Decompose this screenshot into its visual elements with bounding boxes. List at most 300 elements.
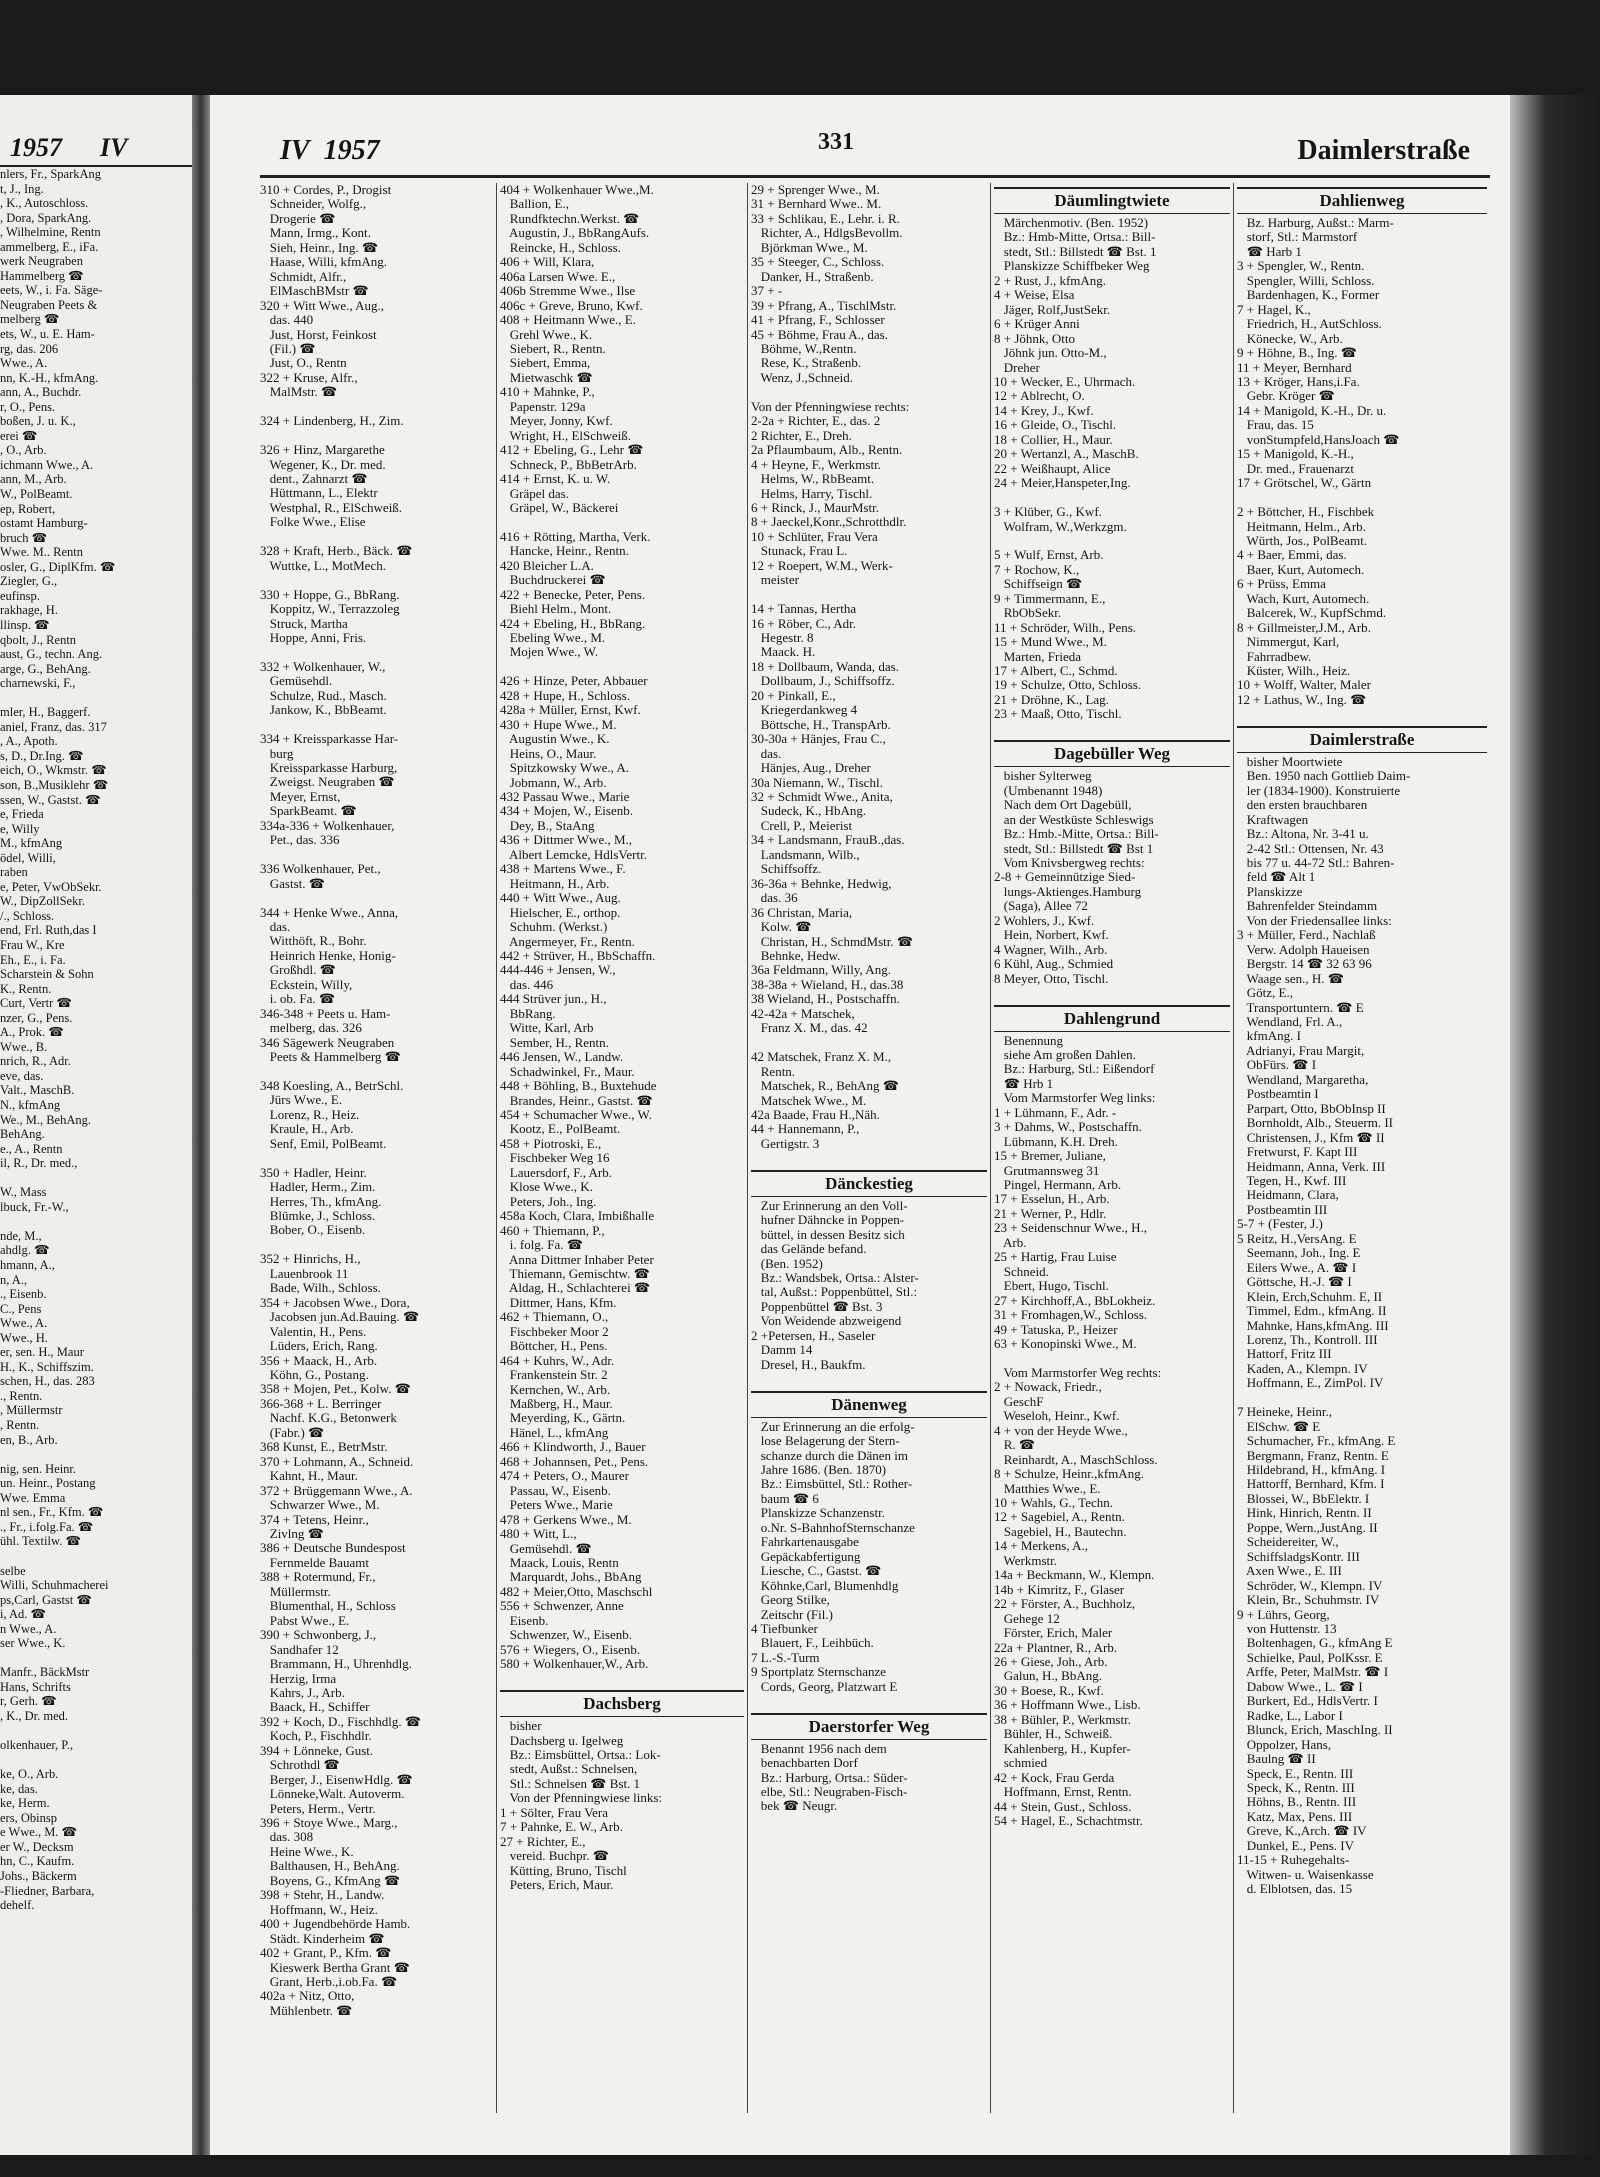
entry-line: 49 + Tatuska, P., Heizer xyxy=(994,1322,1118,1337)
entry-line: Planskizze Schiffbeker Weg xyxy=(994,259,1150,274)
entry-line: Bober, O., Eisenb. xyxy=(260,1223,366,1238)
entry-line: i. folg. Fa. ☎ xyxy=(500,1238,583,1253)
entry-line: 5 Reitz, H.,VersAng. E xyxy=(1237,1231,1357,1246)
entry-line: Nach dem Ort Dagebüll, xyxy=(994,798,1132,813)
left-entry-line: We., M., BehAng. xyxy=(0,1112,91,1127)
entry-line: dent., Zahnarzt ☎ xyxy=(260,472,368,487)
entry-line xyxy=(751,588,987,602)
entry-line: Witwen- u. Waisenkasse xyxy=(1237,1867,1374,1882)
entry-line xyxy=(751,1036,987,1050)
entry-line: Björkman Wwe., M. xyxy=(751,240,868,255)
entry-line: 466 + Klindworth, J., Bauer xyxy=(500,1440,646,1455)
entry-line: 6 Kühl, Aug., Schmied xyxy=(994,957,1114,972)
entry-line: Lauenbrook 11 xyxy=(260,1266,349,1281)
entry-line: Hoffmann, E., ZimPol. IV xyxy=(1237,1376,1384,1391)
entry-line: Gertigstr. 3 xyxy=(751,1136,820,1151)
entry-line: 322 + Kruse, Alfr., xyxy=(260,370,358,385)
entry-line: Heitmann, Helm., Arb. xyxy=(1237,519,1366,534)
page-header xyxy=(210,125,1510,169)
entry-line: Seemann, Joh., Ing. E xyxy=(1237,1246,1361,1261)
entry-line: 36-36a + Behnke, Hedwig, xyxy=(751,876,892,891)
entry-line: Bz.: Eimsbüttel, Stl.: Rother- xyxy=(751,1477,913,1492)
left-entry-line: nde, M., xyxy=(0,1228,42,1243)
entry-line: 426 + Hinze, Peter, Abbauer xyxy=(500,674,648,689)
left-entry-line: ser Wwe., K. xyxy=(0,1636,66,1651)
entry-line: Marten, Frieda xyxy=(994,649,1082,664)
entry-line: Anna Dittmer Inhaber Peter xyxy=(500,1252,654,1267)
entry-line: Dabow Wwe., L. ☎ I xyxy=(1237,1679,1363,1694)
right-page xyxy=(210,95,1510,2155)
entry-line: Herres, Th., kfmAng. xyxy=(260,1194,382,1209)
entry-line: Märchenmotiv. (Ben. 1952) xyxy=(994,216,1149,230)
left-entry-line: llinsp. ☎ xyxy=(0,617,50,632)
entry-line: 17 + Grötschel, W., Gärtn xyxy=(1237,476,1372,491)
entry-line: Jacobsen jun.Ad.Bauing. ☎ xyxy=(260,1310,420,1325)
entry-line: Timmel, Edm., kfmAng. II xyxy=(1237,1304,1387,1319)
left-header-roman: IV xyxy=(100,133,128,162)
entry-line: 460 + Thiemann, P., xyxy=(500,1223,605,1238)
entry-line: Axen Wwe., E. III xyxy=(1237,1564,1342,1579)
entry-line: Kraftwagen xyxy=(1237,812,1309,827)
entry-line: Jäger, Rolf,JustSekr. xyxy=(994,302,1111,317)
left-entry-line: Frau W., Kre xyxy=(0,937,65,952)
column-divider xyxy=(1233,183,1234,2113)
left-entry-line: nzer, G., Pens. xyxy=(0,1010,73,1025)
entry-line: Mühlenbetr. ☎ xyxy=(260,2003,353,2018)
entry-line: 25 + Hartig, Frau Luise xyxy=(994,1250,1117,1265)
left-entry-line: ., Rentn. xyxy=(0,1388,43,1403)
entry-line: 7 Heineke, Heinr., xyxy=(1237,1405,1332,1420)
entry-line: benachbarten Dorf xyxy=(751,1756,858,1771)
entry-line: Wegener, K., Dr. med. xyxy=(260,457,386,472)
entry-line: Matschek Wwe., M. xyxy=(751,1093,867,1108)
entry-line: Böttsche, H., TranspArb. xyxy=(751,717,891,732)
left-entry-line: en, B., Arb. xyxy=(0,1432,58,1447)
entry-line: Peters, Erich, Maur. xyxy=(500,1878,614,1893)
entry-line: 358 + Mojen, Pet., Kolw. ☎ xyxy=(260,1382,411,1397)
entry-line: Helms, Harry, Tischl. xyxy=(751,486,873,501)
entry-line: Matthies Wwe., E. xyxy=(994,1481,1101,1496)
entry-line: Schneck, P., BbBetrArb. xyxy=(500,457,637,472)
entry-line: 10 + Wahls, G., Techn. xyxy=(994,1495,1113,1510)
entry-line: Lüders, Erich, Rang. xyxy=(260,1339,378,1354)
entry-line: 9 + Lührs, Georg, xyxy=(1237,1607,1330,1622)
entry-line: ler (1834-1900). Konstruierte xyxy=(1237,783,1401,798)
entry-line: das Gelände befand. xyxy=(751,1242,867,1257)
left-entry-line: end, Frl. Ruth,das I xyxy=(0,923,97,938)
entry-line: Koch, P., Fischhdlr. xyxy=(260,1729,372,1744)
entry-line: Dittmer, Hans, Kfm. xyxy=(500,1295,617,1310)
column-2 xyxy=(500,183,744,1893)
entry-line: 334a-336 + Wolkenhauer, xyxy=(260,818,395,833)
entry-line: den ersten brauchbaren xyxy=(1237,798,1368,813)
entry-line: 410 + Mahnke, P., xyxy=(500,385,595,400)
entry-line: BbRang. xyxy=(500,1006,556,1021)
entry-line: Blunck, Erich, MaschIng. II xyxy=(1237,1723,1393,1738)
entry-line: Förster, Erich, Maler xyxy=(994,1626,1113,1641)
left-entry-line: r, Gerh. ☎ xyxy=(0,1694,57,1709)
entry-line: 12 + Sagebiel, A., Rentn. xyxy=(994,1510,1125,1525)
entry-line: Rentn. xyxy=(751,1064,796,1079)
entry-line: 31 + Fromhagen,W., Schloss. xyxy=(994,1308,1148,1323)
left-entry-line: Eh., E., i. Fa. xyxy=(0,952,66,967)
entry-line: Zivlng ☎ xyxy=(260,1526,324,1541)
entry-line: Grant, Herb.,i.ob.Fa. ☎ xyxy=(260,1975,398,1990)
left-entry-line: e, Willy xyxy=(0,821,40,836)
entry-line: Schmidt, Alfr., xyxy=(260,269,347,284)
left-entry-line: Scharstein & Sohn xyxy=(0,967,94,982)
entry-line: Von der Pfenningwiese rechts: xyxy=(751,399,910,414)
entry-line: 33 + Schlikau, E., Lehr. i. R. xyxy=(751,211,900,226)
entry-line: Meyer, Jonny, Kwf. xyxy=(500,414,613,429)
left-page xyxy=(0,95,192,2155)
left-entry-line xyxy=(0,1447,192,1462)
entry-line: 14 + Manigold, K.-H., Dr. u. xyxy=(1237,403,1387,418)
left-entry-line: rakhage, H. xyxy=(0,603,58,618)
entry-line: Folke Wwe., Elise xyxy=(260,515,366,530)
entry-line: stedt, Stl.: Billstedt ☎ Bst 1 xyxy=(994,841,1154,856)
entry-line: Schwarzer Wwe., M. xyxy=(260,1498,380,1513)
entry-line xyxy=(751,1372,987,1386)
entry-line: 444 Strüver jun., H., xyxy=(500,992,607,1007)
entry-line: Weseloh, Heinr., Kwf. xyxy=(994,1409,1120,1424)
left-entry-line: ichmann Wwe., A. xyxy=(0,457,94,472)
left-entry-line: n, A., xyxy=(0,1272,28,1287)
entry-line: 406a Larsen Wwe. E., xyxy=(500,269,616,284)
left-entry-line: -Fliedner, Barbara, xyxy=(0,1883,95,1898)
entry-line: Mahnke, Hans,kfmAng. III xyxy=(1237,1318,1389,1333)
entry-line: Siebert, Emma, xyxy=(500,356,591,371)
entry-line: 400 + Jugendbehörde Hamb. xyxy=(260,1917,411,1932)
entry-line: Hattorf, Fritz III xyxy=(1237,1347,1332,1362)
entry-line: 12 + Lathus, W., Ing. ☎ xyxy=(1237,692,1367,707)
entry-line: 2-2a + Richter, E., das. 2 xyxy=(751,414,881,429)
left-entry-line: e., A., Rentn xyxy=(0,1141,63,1156)
entry-line xyxy=(994,722,1230,736)
left-entry-line: Wwe. Emma xyxy=(0,1490,66,1505)
entry-line: 13 + Kröger, Hans,i.Fa. xyxy=(1237,374,1360,389)
entry-line: Nimmergut, Karl, xyxy=(1237,635,1340,650)
entry-line: 454 + Schumacher Wwe., W. xyxy=(500,1107,652,1122)
entry-line: Frau, das. 15 xyxy=(1237,418,1314,433)
entry-line: (Saga), Allee 72 xyxy=(994,899,1088,914)
left-entry-line: osler, G., DiplKfm. ☎ xyxy=(0,559,116,574)
entry-line: 458 + Piotroski, E., xyxy=(500,1136,602,1151)
entry-line: Scheidereiter, W., xyxy=(1237,1535,1339,1550)
entry-line: 326 + Hinz, Margarethe xyxy=(260,443,385,458)
left-entry-line: ke, das. xyxy=(0,1781,38,1796)
entry-line: ElSchw. ☎ E xyxy=(1237,1419,1321,1434)
entry-line: 30 + Boese, R., Kwf. xyxy=(994,1683,1104,1698)
entry-line: Maßberg, H., Maur. xyxy=(500,1397,613,1412)
entry-line: Poppe, Wern.,JustAng. II xyxy=(1237,1520,1378,1535)
entry-line: Papenstr. 129a xyxy=(500,399,586,414)
entry-line: Pet., das. 336 xyxy=(260,833,340,848)
left-entry-line: , Müllermstr xyxy=(0,1403,63,1418)
left-entry-line: ühl. Textilw. ☎ xyxy=(0,1534,82,1549)
entry-line: Fahrkartenausgabe xyxy=(751,1535,859,1550)
entry-line: 41 + Pfrang, F., Schlosser xyxy=(751,313,885,328)
left-entry-line xyxy=(0,691,192,706)
left-entry-line: qbolt, J., Rentn xyxy=(0,632,77,647)
book-gutter xyxy=(192,95,210,2155)
entry-line: Waage sen., H. ☎ xyxy=(1237,971,1344,986)
entry-line: Sember, H., Rentn. xyxy=(500,1035,609,1050)
entry-line: ☎ Hrb 1 xyxy=(994,1076,1054,1091)
entry-line: Könecke, W., Arb. xyxy=(1237,331,1343,346)
entry-line xyxy=(260,400,492,414)
entry-line: 432 Passau Wwe., Marie xyxy=(500,790,630,804)
entry-line: 366-368 + L. Berringer xyxy=(260,1396,382,1411)
entry-line: Wach, Kurt, Automech. xyxy=(1237,591,1370,606)
entry-line: 9 + Timmermann, E., xyxy=(994,591,1106,606)
entry-line: Sudeck, K., HbAng. xyxy=(751,804,867,819)
entry-line: RbObSekr. xyxy=(994,606,1062,621)
entry-line: lose Belagerung der Stern- xyxy=(751,1434,900,1449)
entry-line: Böhme, W.,Rentn. xyxy=(751,341,857,356)
column-divider xyxy=(990,183,991,2113)
header-roman xyxy=(280,135,380,167)
entry-line: Stl.: Schnelsen ☎ Bst. 1 xyxy=(500,1776,641,1791)
entry-line: 7 + Pahnke, E. W., Arb. xyxy=(500,1820,623,1835)
entry-line: Grehl Wwe., K. xyxy=(500,327,593,342)
page-number: 331 xyxy=(818,129,854,155)
page-edge-shadow xyxy=(1510,95,1600,2155)
entry-line: Bornholdt, Alb., Steuerm. II xyxy=(1237,1116,1393,1131)
entry-line: Schielke, Paul, PolKssr. E xyxy=(1237,1650,1383,1665)
left-entry-line: son, B.,Musiklehr ☎ xyxy=(0,777,109,792)
entry-line: Gepäckabfertigung xyxy=(751,1549,861,1564)
entry-line: Haase, Willi, kfmAng. xyxy=(260,255,388,270)
entry-line: Kolw. ☎ xyxy=(751,920,812,935)
street-heading: Dahlienweg xyxy=(1237,187,1487,214)
entry-line: 388 + Rotermund, Fr., xyxy=(260,1570,376,1585)
left-entry-line: aust, G., techn. Ang. xyxy=(0,647,103,662)
entry-line: 394 + Lönneke, Gust. xyxy=(260,1743,374,1758)
entry-line: Fischbeker Moor 2 xyxy=(500,1324,609,1339)
left-entry-line: /., Schloss. xyxy=(0,908,55,923)
entry-line: Stunack, Frau L. xyxy=(751,544,848,559)
left-entry-line: ssen, W., Gastst. ☎ xyxy=(0,792,101,807)
left-entry-line: Wwe., A. xyxy=(0,1316,48,1331)
entry-line: elbe, Stl.: Neugraben-Fisch- xyxy=(751,1785,908,1800)
entry-line: 17 + Esselun, H., Arb. xyxy=(994,1192,1110,1207)
entry-line: Hadler, Herm., Zim. xyxy=(260,1180,376,1195)
entry-line: 442 + Strüver, H., BbSchaffn. xyxy=(500,948,656,963)
entry-line: Von der Pfenningwiese links: xyxy=(500,1791,663,1806)
entry-line: 576 + Wiegers, O., Eisenb. xyxy=(500,1642,641,1657)
entry-line: bis 77 u. 44-72 Stl.: Bahren- xyxy=(1237,856,1395,870)
entry-line: 422 + Benecke, Peter, Pens. xyxy=(500,587,646,602)
left-entry-line: Hans, Schrifts xyxy=(0,1679,71,1694)
entry-line: Eilers Wwe., A. ☎ I xyxy=(1237,1260,1357,1275)
left-entry-line: olkenhauer, P., xyxy=(0,1738,74,1753)
entry-line: Hildebrand, H., kfmAng. I xyxy=(1237,1463,1386,1478)
left-entry-line xyxy=(0,1724,192,1739)
column-3 xyxy=(751,183,987,1814)
entry-line: 2 Richter, E., Dreh. xyxy=(751,428,852,443)
left-entry-line: rg, das. 206 xyxy=(0,341,59,356)
left-entry-line: raben xyxy=(0,865,28,880)
entry-line: 6 + Prüss, Emma xyxy=(1237,577,1326,592)
entry-line: 416 + Rötting, Martha, Verk. xyxy=(500,529,651,544)
entry-line: Böttcher, H., Pens. xyxy=(500,1339,608,1354)
entry-line: Hoffmann, W., Heiz. xyxy=(260,1902,378,1917)
entry-line: Baulng ☎ II xyxy=(1237,1752,1316,1767)
entry-line: 14a + Beckmann, W., Klempn. xyxy=(994,1568,1155,1583)
entry-line: Georg Stilke, xyxy=(751,1593,830,1608)
entry-line: 14 + Merkens, A., xyxy=(994,1539,1088,1554)
entry-line: vereid. Buchpr. ☎ xyxy=(500,1849,609,1864)
entry-line: 18 + Dollbaum, Wanda, das. xyxy=(751,659,899,674)
entry-line: Valentin, H., Pens. xyxy=(260,1324,367,1339)
left-entry-line: Curt, Vertr ☎ xyxy=(0,996,72,1011)
entry-line: Postbeamtin III xyxy=(1237,1202,1328,1217)
entry-line: Speck, E., Rentn. III xyxy=(1237,1766,1354,1781)
entry-line: Kütting, Bruno, Tischl xyxy=(500,1863,627,1878)
entry-line: tal, Außst.: Poppenbüttel, Stl.: xyxy=(751,1285,918,1300)
left-entry-line: er W., Decksm xyxy=(0,1839,74,1854)
left-entry-line: hn, C., Kaufm. xyxy=(0,1854,75,1869)
entry-line: Heidmann, Anna, Verk. III xyxy=(1237,1159,1386,1174)
entry-line xyxy=(260,530,492,544)
entry-line: Ben. 1950 nach Gottlieb Daim- xyxy=(1237,769,1411,784)
entry-line: 8 + Schulze, Heinr.,kfmAng. xyxy=(994,1467,1144,1482)
entry-line: Maack, Louis, Rentn xyxy=(500,1556,619,1571)
entry-line: Peters, Herm., Vertr. xyxy=(260,1801,376,1816)
entry-line: Maack. H. xyxy=(751,645,816,660)
entry-line: das. 440 xyxy=(260,313,314,328)
entry-line: Pingel, Hermann, Arb. xyxy=(994,1178,1122,1193)
entry-line: Schröder, W., Klempn. IV xyxy=(1237,1578,1383,1593)
entry-line: Schrothdl ☎ xyxy=(260,1758,340,1773)
entry-line: d. Elblotsen, das. 15 xyxy=(1237,1882,1353,1897)
entry-line: Meyerding, K., Gärtn. xyxy=(500,1411,626,1426)
street-heading: Dagebüller Weg xyxy=(994,740,1230,767)
column-4 xyxy=(994,183,1230,1828)
left-entry-line: ps,Carl, Gastst ☎ xyxy=(0,1592,92,1607)
entry-line: Rundfktechn.Werkst. ☎ xyxy=(500,211,640,226)
entry-line: Boltenhagen, G., kfmAng E xyxy=(1237,1636,1393,1651)
entry-line: 346 Sägewerk Neugraben xyxy=(260,1035,395,1050)
entry-line: Lübmann, K.H. Dreh. xyxy=(994,1134,1118,1149)
entry-line: Blümke, J., Schloss. xyxy=(260,1209,376,1224)
left-entry-line: W., PolBeamt. xyxy=(0,487,73,502)
street-heading: Daimlerstraße xyxy=(1237,726,1487,753)
entry-line: 7 + Rochow, K., xyxy=(994,562,1080,577)
entry-line: Blumenthal, H., Schloss xyxy=(260,1599,396,1614)
entry-line: 480 + Witt, L., xyxy=(500,1527,577,1542)
entry-line: Zweigst. Neugraben ☎ xyxy=(260,775,395,790)
left-entry-line: , A., Apoth. xyxy=(0,734,58,749)
entry-line: Bz.: Eimsbüttel, Ortsa.: Lok- xyxy=(500,1747,661,1762)
entry-line: 474 + Peters, O., Maurer xyxy=(500,1469,629,1484)
entry-line: Gebr. Kröger ☎ xyxy=(1237,389,1335,404)
entry-line: Fernmelde Bauamt xyxy=(260,1555,370,1570)
entry-line: 348 Koesling, A., BetrSchl. xyxy=(260,1078,404,1093)
entry-line: 14 + Krey, J., Kwf. xyxy=(994,403,1094,418)
entry-line: Klein, Erch,Schuhm. E, II xyxy=(1237,1289,1383,1304)
entry-line: 7 + Hagel, K., xyxy=(1237,302,1311,317)
entry-line: Verw. Adolph Haueisen xyxy=(1237,942,1370,957)
entry-line: 3 + Müller, Ferd., Nachlaß xyxy=(1237,928,1376,943)
left-entry-line: BehAng. xyxy=(0,1127,45,1142)
entry-line: Kootz, E., PolBeamt. xyxy=(500,1122,621,1137)
entry-line: 21 + Werner, P., Hdlr. xyxy=(994,1206,1107,1221)
left-entry-line: , K., Dr. med. xyxy=(0,1708,69,1723)
entry-line: 4 Tiefbunker xyxy=(751,1621,818,1636)
entry-line: 412 + Ebeling, G., Lehr ☎ xyxy=(500,443,644,458)
entry-line: Hüttmann, L., Elektr xyxy=(260,486,378,501)
entry-line: 1 + Lühmann, F., Adr. - xyxy=(994,1105,1117,1120)
entry-line: 428 + Hupe, H., Schloss. xyxy=(500,688,631,703)
entry-line xyxy=(751,385,987,399)
entry-line: Angermeyer, Fr., Rentn. xyxy=(500,934,635,949)
entry-line: 5-7 + (Fester, J.) xyxy=(1237,1217,1323,1232)
entry-line: Greve, K.,Arch. ☎ IV xyxy=(1237,1824,1367,1839)
entry-line: büttel, in dessen Besitz sich xyxy=(751,1227,905,1242)
entry-line: Christensen, J., Kfm ☎ II xyxy=(1237,1130,1385,1145)
entry-line: 14b + Kimritz, F., Glaser xyxy=(994,1582,1125,1597)
entry-line: Helms, W., RbBeamt. xyxy=(751,472,875,487)
entry-line xyxy=(994,491,1230,505)
entry-line: 4 + von der Heyde Wwe., xyxy=(994,1423,1128,1438)
entry-line: Jankow, K., BbBeamt. xyxy=(260,703,387,718)
entry-line: Liesche, C., Gastst. ☎ xyxy=(751,1564,882,1579)
left-entry-line xyxy=(0,1214,192,1229)
left-entry-line: C., Pens xyxy=(0,1301,42,1316)
entry-line xyxy=(1237,1391,1487,1405)
entry-line: 1 + Sölter, Frau Vera xyxy=(500,1805,609,1820)
left-entry-line: nl sen., Fr., Kfm. ☎ xyxy=(0,1505,104,1520)
entry-line: Gräpel das. xyxy=(500,486,569,501)
entry-line: Gemüsehdl. ☎ xyxy=(500,1541,592,1556)
entry-line: 12 + Ablrecht, O. xyxy=(994,389,1085,404)
left-entry-line: K., Rentn. xyxy=(0,981,52,996)
entry-line: 34 + Landsmann, FrauB.,das. xyxy=(751,833,905,848)
entry-line: Kriegerdankweg 4 xyxy=(751,703,858,718)
entry-line: 356 + Maack, H., Arb. xyxy=(260,1353,378,1368)
entry-line: das. 446 xyxy=(500,977,554,992)
entry-line: Hoffmann, Ernst, Rentn. xyxy=(994,1785,1132,1800)
left-entry-line: ., Eisenb. xyxy=(0,1287,47,1302)
entry-line: Arb. xyxy=(994,1235,1027,1250)
entry-line: 420 Bleicher L.A. xyxy=(500,558,594,573)
entry-line: 37 + - xyxy=(751,284,783,299)
entry-line: 334 + Kreissparkasse Har- xyxy=(260,732,399,747)
entry-line xyxy=(751,1151,987,1165)
left-entry-line: selbe xyxy=(0,1563,26,1578)
left-header-year: 1957 xyxy=(10,133,62,162)
entry-line: 17 + Albert, C., Schmd. xyxy=(994,664,1118,679)
entry-line: 19 + Schulze, Otto, Schloss. xyxy=(994,678,1142,693)
entry-line xyxy=(500,1672,744,1686)
entry-line: Struck, Martha xyxy=(260,616,348,631)
left-entry-line: mler, H., Baggerf. xyxy=(0,705,91,720)
header-rule xyxy=(260,175,1490,178)
left-entry-line: Valt., MaschB. xyxy=(0,1083,75,1098)
entry-line: Ebeling Wwe., M. xyxy=(500,631,606,646)
entry-line: 354 + Jacobsen Wwe., Dora, xyxy=(260,1295,410,1310)
entry-line: Hoppe, Anni, Fris. xyxy=(260,630,367,645)
entry-line: Lauersdorf, F., Arb. xyxy=(500,1165,612,1180)
left-entry-line: W., DipZollSekr. xyxy=(0,894,85,909)
entry-line: Wright, H., ElSchweiß. xyxy=(500,428,632,443)
left-entry-line: , K., Autoschloss. xyxy=(0,196,89,211)
entry-line xyxy=(260,1065,492,1079)
entry-line: Köhn, G., Postang. xyxy=(260,1367,369,1382)
left-entry-line: Wwe., H. xyxy=(0,1330,48,1345)
